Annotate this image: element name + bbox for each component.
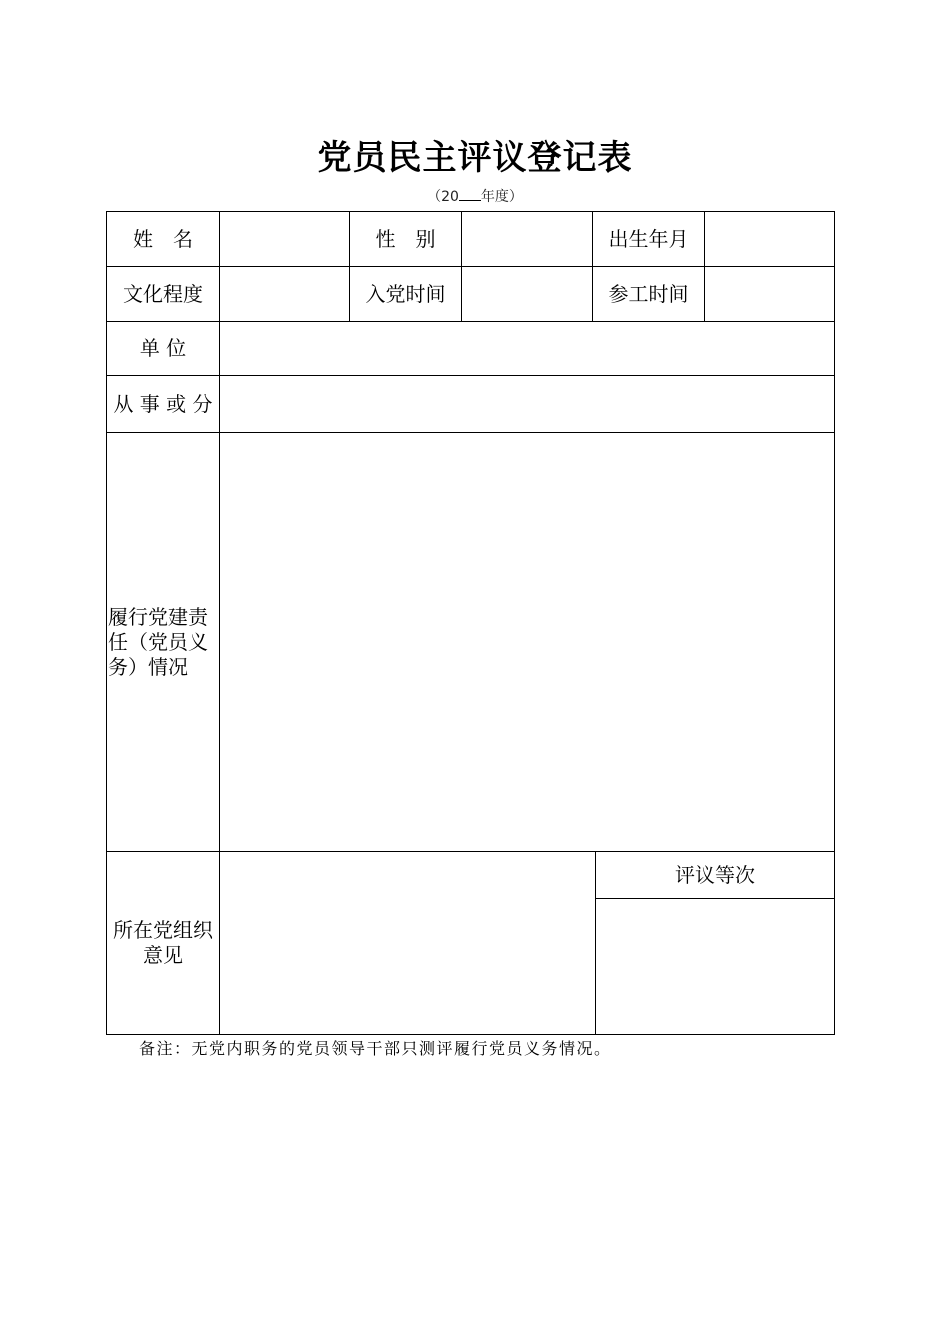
year-blank[interactable] xyxy=(459,188,481,201)
work-start-date-label: 参工时间 xyxy=(592,266,705,322)
duty-field[interactable] xyxy=(219,375,835,433)
unit-label: 单 位 xyxy=(106,321,220,376)
rating-field[interactable] xyxy=(595,898,835,1035)
duty-label: 从 事 或 分 xyxy=(106,375,220,433)
org-opinion-field[interactable] xyxy=(219,851,596,1035)
birth-date-label: 出生年月 xyxy=(592,211,705,267)
form-title: 党员民主评议登记表 xyxy=(317,138,633,178)
unit-field[interactable] xyxy=(219,321,835,376)
year-subtitle xyxy=(0,187,950,207)
education-field[interactable] xyxy=(219,266,350,322)
join-party-date-label: 入党时间 xyxy=(349,266,462,322)
year-prefix: （20 xyxy=(427,189,459,205)
education-label: 文化程度 xyxy=(106,266,220,322)
org-opinion-label: 所在党组织意见 xyxy=(106,851,220,1035)
footnote: 备注：无党内职务的党员领导干部只测评履行党员义务情况。 xyxy=(139,1039,612,1058)
work-start-date-field[interactable] xyxy=(704,266,835,322)
gender-field[interactable] xyxy=(461,211,593,267)
gender-label: 性 别 xyxy=(349,211,462,267)
responsibility-label: 履行党建责任（党员义务）情况 xyxy=(106,432,220,852)
responsibility-field[interactable] xyxy=(219,432,835,852)
name-field[interactable] xyxy=(219,211,350,267)
year-suffix: 年度） xyxy=(480,189,523,205)
rating-label: 评议等次 xyxy=(595,851,835,899)
name-label: 姓 名 xyxy=(106,211,220,267)
birth-date-field[interactable] xyxy=(704,211,835,267)
join-party-date-field[interactable] xyxy=(461,266,593,322)
